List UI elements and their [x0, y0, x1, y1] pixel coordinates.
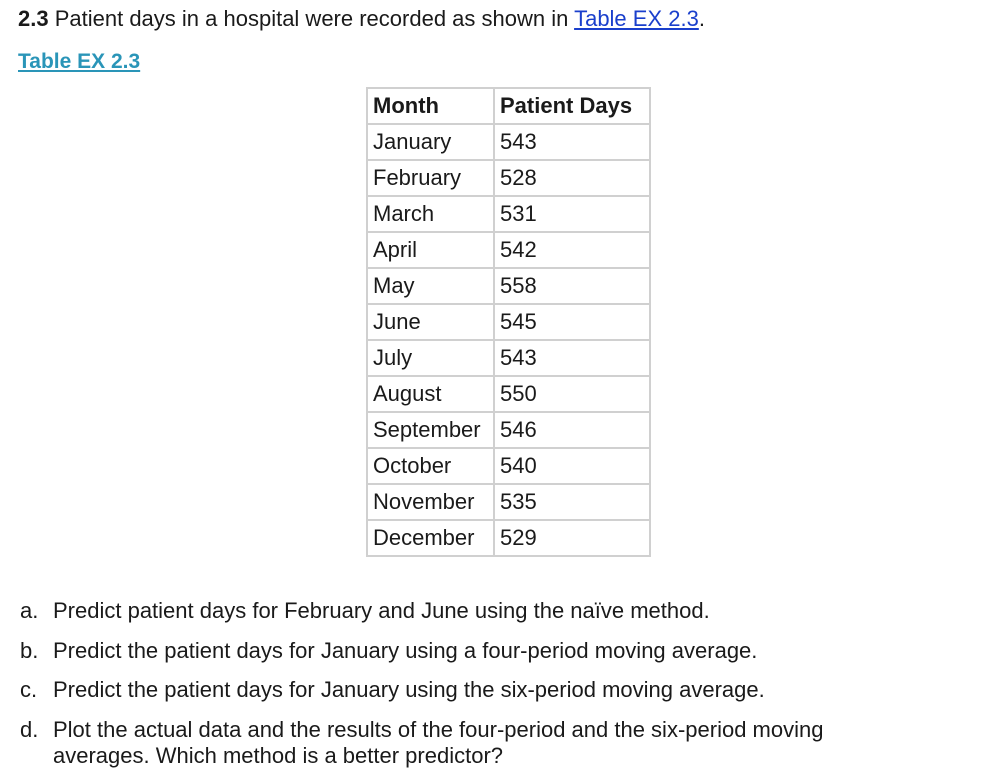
month-cell: September — [367, 412, 494, 448]
table-row — [367, 196, 650, 232]
table-row — [367, 484, 650, 520]
problem-end: . — [698, 6, 705, 31]
problem-statement — [18, 6, 705, 32]
patient-days-cell: 550 — [494, 376, 650, 412]
patient-days-cell: 535 — [494, 484, 650, 520]
patient-days-cell: 543 — [494, 340, 650, 376]
table-row — [367, 340, 650, 376]
month-cell: February — [367, 160, 494, 196]
table-row — [367, 304, 650, 340]
question-marker: a. — [20, 598, 39, 623]
month-cell: October — [367, 448, 494, 484]
table-caption[interactable]: Table EX 2.3 — [18, 50, 141, 73]
question-marker: d. — [20, 716, 39, 742]
month-cell: August — [367, 376, 494, 412]
table-row — [367, 412, 650, 448]
patient-days-cell: 545 — [494, 304, 650, 340]
month-cell: May — [367, 268, 494, 304]
patient-days-table — [366, 87, 651, 557]
table-row — [367, 124, 650, 160]
month-cell: December — [367, 520, 494, 556]
question-item — [20, 638, 920, 664]
month-cell: July — [367, 340, 494, 376]
table-row — [367, 232, 650, 268]
table-row — [367, 268, 650, 304]
question-item — [20, 717, 920, 769]
problem-text: Patient days in a hospital were recorded as shown in — [54, 6, 569, 31]
patient-days-cell: 558 — [494, 268, 650, 304]
question-marker: b. — [20, 637, 39, 663]
table-row — [367, 448, 650, 484]
question-text: Plot the actual data and the results of the four-period and the six-period moving averages. Which method is a better predictor? — [53, 716, 824, 768]
table-row — [367, 520, 650, 556]
header-month: Month — [367, 88, 494, 124]
patient-days-cell: 546 — [494, 412, 650, 448]
patient-days-cell: 543 — [494, 124, 650, 160]
table-row — [367, 160, 650, 196]
month-cell: March — [367, 196, 494, 232]
patient-days-cell: 540 — [494, 448, 650, 484]
month-cell: June — [367, 304, 494, 340]
patient-days-cell: 531 — [494, 196, 650, 232]
question-item — [20, 677, 920, 703]
patient-days-cell: 542 — [494, 232, 650, 268]
question-list — [20, 598, 920, 782]
problem-number: 2.3 — [18, 6, 49, 31]
header-patient-days: Patient Days — [494, 88, 650, 124]
table-header-row — [367, 88, 650, 124]
month-cell: November — [367, 484, 494, 520]
month-cell: April — [367, 232, 494, 268]
question-text: Predict the patient days for January using a four-period moving average. — [53, 637, 758, 663]
question-text: Predict the patient days for January using the six-period moving average. — [53, 677, 765, 702]
patient-days-cell: 529 — [494, 520, 650, 556]
question-item — [20, 598, 920, 624]
question-text: Predict patient days for February and June using the naïve method. — [53, 598, 710, 623]
question-marker: c. — [20, 677, 38, 702]
month-cell: January — [367, 124, 494, 160]
patient-days-cell: 528 — [494, 160, 650, 196]
table-row — [367, 376, 650, 412]
table-reference-link[interactable]: Table EX 2.3 — [574, 6, 699, 31]
